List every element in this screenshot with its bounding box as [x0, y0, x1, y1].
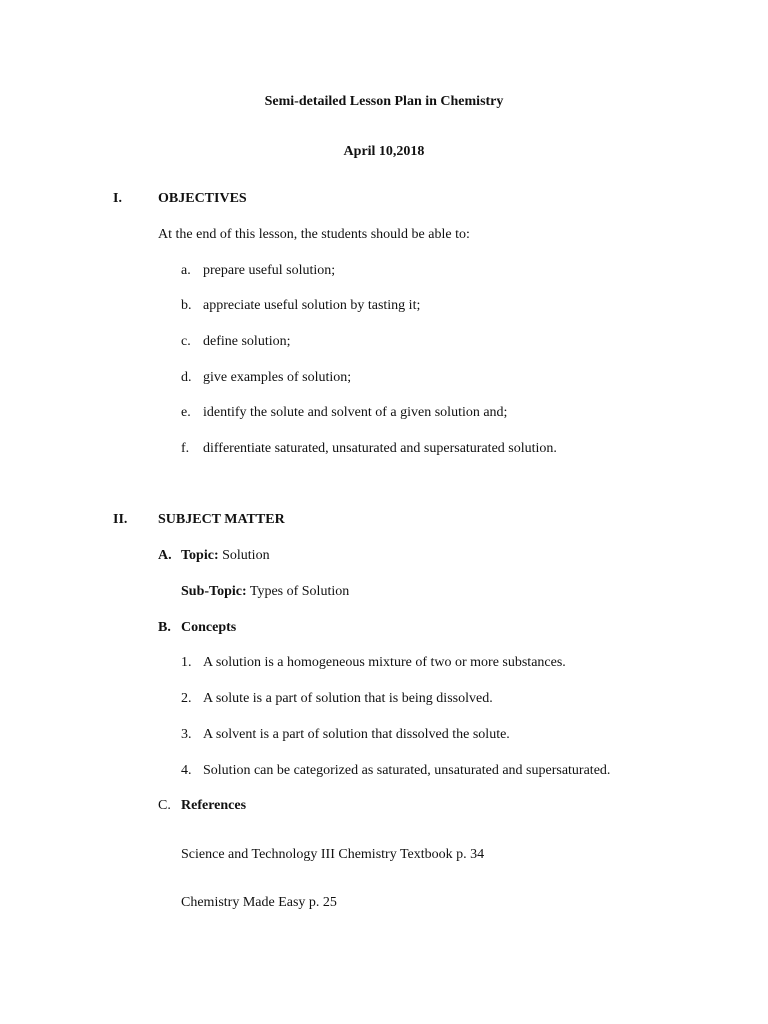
section-heading-objectives: OBJECTIVES	[158, 191, 247, 206]
concept-item: Solution can be categorized as saturated, unsaturated and supersaturated.	[203, 763, 611, 778]
objective-item: appreciate useful solution by tasting it;	[203, 298, 421, 313]
concept-marker: 4.	[181, 763, 192, 778]
concept-marker: 3.	[181, 727, 192, 742]
references-label: References	[181, 798, 247, 813]
sub-topic-label: Sub-Topic:	[181, 584, 247, 599]
reference-item: Chemistry Made Easy p. 25	[181, 895, 337, 910]
objective-marker: e.	[181, 405, 191, 420]
objective-item: give examples of solution;	[203, 370, 352, 385]
objective-item: identify the solute and solvent of a given solution and;	[203, 405, 508, 420]
objectives-intro: At the end of this lesson, the students should be able to:	[158, 227, 470, 242]
topic-label: Topic:	[181, 548, 219, 563]
concept-marker: 1.	[181, 655, 192, 670]
section-numeral-objectives: I.	[113, 191, 122, 206]
objective-marker: b.	[181, 298, 192, 313]
document-date: April 10,2018	[343, 144, 425, 159]
sub-topic-value: Types of Solution	[249, 584, 350, 599]
concept-item: A solution is a homogeneous mixture of two or more substances.	[203, 655, 566, 670]
references-marker: C.	[158, 798, 171, 813]
section-heading-subject-matter: SUBJECT MATTER	[158, 512, 285, 527]
topic-value: Solution	[222, 548, 270, 563]
document-title: Semi-detailed Lesson Plan in Chemistry	[264, 94, 504, 109]
objective-item: prepare useful solution;	[203, 263, 336, 278]
concepts-marker: B.	[158, 620, 171, 635]
concept-item: A solvent is a part of solution that dissolved the solute.	[203, 727, 510, 742]
objective-marker: a.	[181, 263, 191, 278]
concept-marker: 2.	[181, 691, 192, 706]
reference-item: Science and Technology III Chemistry Textbook p. 34	[181, 847, 485, 862]
objective-marker: c.	[181, 334, 191, 349]
concept-item: A solute is a part of solution that is being dissolved.	[203, 691, 493, 706]
objective-item: differentiate saturated, unsaturated and supersaturated solution.	[203, 441, 557, 456]
objective-marker: f.	[181, 441, 190, 456]
topic-marker: A.	[158, 548, 172, 563]
sub-topic-line	[181, 583, 349, 601]
objective-marker: d.	[181, 370, 192, 385]
objective-item: define solution;	[203, 334, 291, 349]
concepts-label: Concepts	[181, 620, 237, 635]
topic-line	[181, 547, 270, 565]
section-numeral-subject-matter: II.	[113, 512, 128, 527]
